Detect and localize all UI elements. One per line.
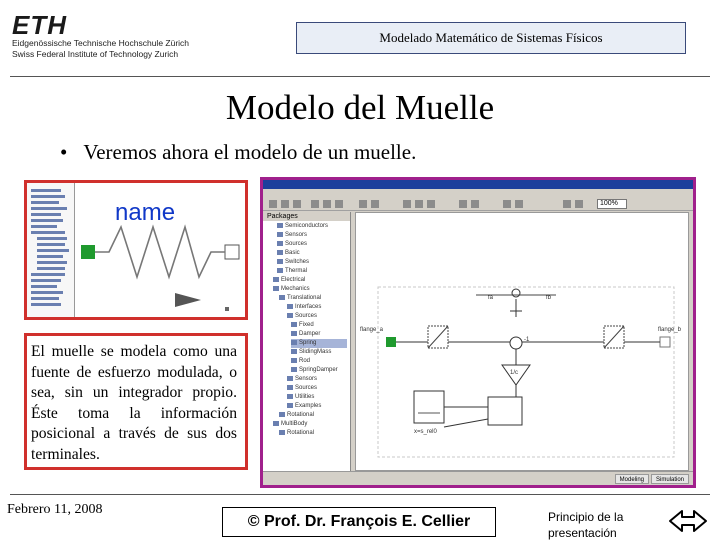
- slide-title: Modelo del Muelle: [225, 88, 495, 127]
- zoom-out-icon[interactable]: [471, 200, 479, 208]
- package-item-selected[interactable]: Spring: [291, 339, 347, 348]
- window-menubar: [263, 189, 693, 197]
- rect-icon[interactable]: [403, 200, 411, 208]
- package-item[interactable]: SpringDamper: [291, 366, 338, 375]
- new-icon[interactable]: [269, 200, 277, 208]
- header-divider: [10, 76, 710, 77]
- window-toolbar: [263, 197, 693, 211]
- text-icon[interactable]: [427, 200, 435, 208]
- package-item[interactable]: SlidingMass: [291, 348, 331, 357]
- bullet-item: [60, 140, 416, 165]
- spring-icon-screenshot: [24, 180, 248, 320]
- spring-block-diagram: [356, 213, 694, 472]
- package-item[interactable]: Thermal: [277, 267, 307, 276]
- zoom-select[interactable]: 100%: [597, 199, 627, 209]
- gain-label: 1/c: [510, 370, 519, 376]
- package-browser-header: Packages: [263, 212, 350, 221]
- footer-divider: [10, 494, 710, 495]
- package-item[interactable]: Electrical: [273, 276, 305, 285]
- zoom-in-icon[interactable]: [459, 200, 467, 208]
- dymola-spring-diagram-screenshot: [260, 177, 696, 488]
- spring-icon-canvas: [75, 183, 245, 317]
- svg-text:fa: fa: [488, 295, 494, 301]
- integrator-label: x=s_rel0: [414, 429, 437, 435]
- direction-arrow-icon: [175, 293, 201, 307]
- integrator-block: [414, 391, 444, 423]
- footer-credit: © Prof. Dr. François E. Cellier: [222, 507, 496, 537]
- package-item[interactable]: Interfaces: [287, 303, 321, 312]
- eth-logo-mark: ETH: [12, 10, 67, 40]
- package-item[interactable]: Sensors: [277, 231, 307, 240]
- line-icon[interactable]: [371, 200, 379, 208]
- align-icon[interactable]: [515, 200, 523, 208]
- start-of-presentation-link[interactable]: [548, 509, 638, 540]
- flange-a-label: flange_a: [360, 327, 384, 333]
- window-titlebar: [263, 180, 693, 189]
- bullet-text: Veremos ahora el modelo de un muelle.: [83, 140, 417, 164]
- package-item[interactable]: Basic: [277, 249, 300, 258]
- open-icon[interactable]: [281, 200, 289, 208]
- plot-icon[interactable]: [575, 200, 583, 208]
- sum-block: [488, 397, 522, 425]
- bullet-symbol: •: [60, 140, 68, 164]
- flange-b-connector: [225, 245, 239, 259]
- check-icon[interactable]: [359, 200, 367, 208]
- diagram-canvas[interactable]: [355, 212, 689, 471]
- double-arrow-icon[interactable]: [668, 508, 708, 534]
- package-item[interactable]: Damper: [291, 330, 320, 339]
- package-item[interactable]: Switches: [277, 258, 309, 267]
- flange-a-connector: [386, 337, 396, 347]
- package-item[interactable]: Rotational: [279, 429, 314, 438]
- package-item[interactable]: Sensors: [287, 375, 317, 384]
- package-browser: [263, 212, 351, 471]
- eth-logo-line1: Eidgenössische Technische Hochschule Zürich: [12, 38, 190, 48]
- copy-icon[interactable]: [323, 200, 331, 208]
- eth-logo-line2: Swiss Federal Institute of Technology Zurich: [12, 49, 179, 59]
- save-icon[interactable]: [293, 200, 301, 208]
- package-item[interactable]: Sources: [287, 312, 317, 321]
- cut-icon[interactable]: [311, 200, 319, 208]
- ellipse-icon[interactable]: [415, 200, 423, 208]
- description-text: El muelle se modela como una fuente de esfuerzo modulada, o sea, sin un integrador propio. Éste toma la información posicional a través de sus dos terminales.: [31, 343, 237, 463]
- package-item[interactable]: Examples: [287, 402, 321, 411]
- simulation-tab[interactable]: Simulation: [651, 474, 689, 484]
- package-item[interactable]: Translational: [279, 294, 321, 303]
- component-name-label: name: [115, 199, 176, 226]
- package-item[interactable]: Semiconductors: [277, 222, 328, 231]
- subtract-node: [510, 337, 522, 349]
- link-line-1: Principio de la: [548, 510, 624, 524]
- description-box: [24, 333, 248, 470]
- subtract-label: -1: [524, 337, 530, 343]
- course-title: Modelado Matemático de Sistemas Físicos: [379, 30, 603, 45]
- flange-a-connector: [81, 245, 95, 259]
- footer-date: Febrero 11, 2008: [7, 502, 103, 517]
- package-item[interactable]: Utilities: [287, 393, 314, 402]
- package-item[interactable]: MultiBody: [273, 420, 307, 429]
- package-item[interactable]: Sources: [287, 384, 317, 393]
- svg-text:fb: fb: [546, 295, 552, 301]
- link-line-2: presentación: [548, 526, 617, 540]
- paste-icon[interactable]: [335, 200, 343, 208]
- eth-logo: [12, 12, 202, 64]
- simulate-icon[interactable]: [563, 200, 571, 208]
- course-title-box: [296, 22, 686, 54]
- flange-b-label: flange_b: [658, 327, 682, 333]
- library-tree-pane: [27, 183, 75, 317]
- package-item[interactable]: Rotational: [279, 411, 314, 420]
- flange-b-connector: [660, 337, 670, 347]
- package-item[interactable]: Sources: [277, 240, 307, 249]
- modeling-tab[interactable]: Modeling: [615, 474, 649, 484]
- package-item[interactable]: Mechanics: [273, 285, 310, 294]
- package-item[interactable]: Fixed: [291, 321, 314, 330]
- grid-icon[interactable]: [503, 200, 511, 208]
- window-statusbar: [263, 471, 693, 485]
- package-item[interactable]: Rod: [291, 357, 310, 366]
